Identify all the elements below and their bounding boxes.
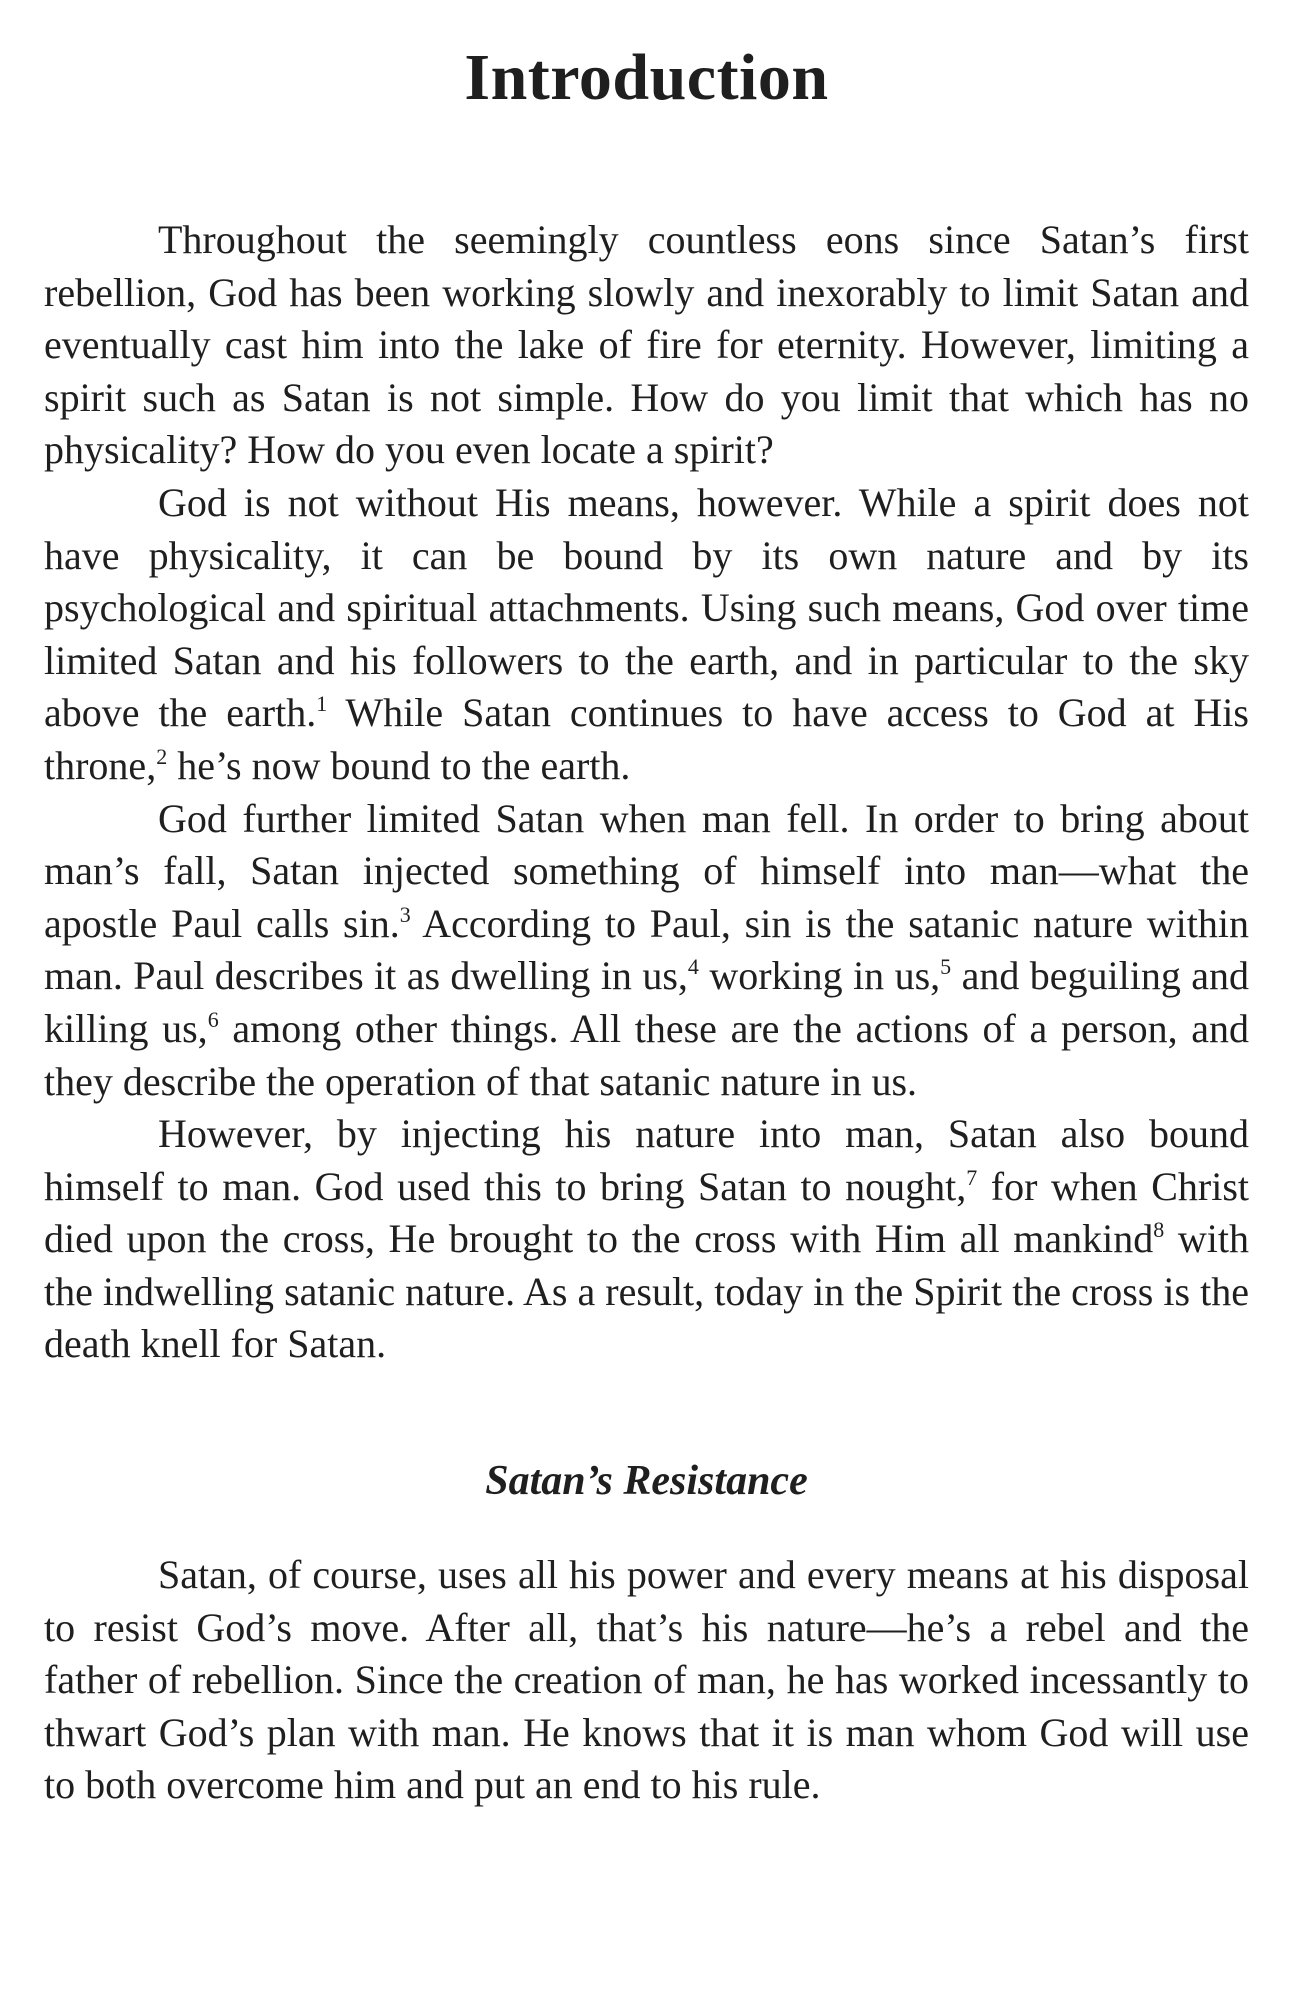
paragraph-text: However, by injecting his nature into man, Satan also bound himself to man. God used this to bring Satan to nought,	[44, 1111, 1249, 1209]
paragraph-text: According to Paul, sin is the satanic nature within man. Paul describes it as dwelling in us,	[44, 900, 1249, 999]
paragraph-text: Satan, of course, uses all his power and every means at his disposal to resist God’s move. After all, that’s his nature—he’s a rebel and the father of rebellion. Since the creation of man, he has worked incessantly to thwart God’s plan with man. He knows that it is man whom God will use to both overcome him and put an end to his rule.	[44, 1552, 1249, 1808]
footnote-ref: 8	[1153, 1217, 1165, 1243]
paragraph-text: While Satan continues to have access to God at His throne,	[44, 690, 1249, 788]
paragraph	[44, 214, 1249, 477]
paragraph	[44, 477, 1249, 793]
section-body	[44, 1549, 1249, 1812]
paragraph-text: with the indwelling satanic nature. As a result, today in the Spirit the cross is the death knell for Satan.	[44, 1216, 1250, 1367]
paragraph-text: Throughout the seemingly countless eons since Satan’s first rebellion, God has been working slowly and inexorably to limit Satan and eventually cast him into the lake of fire for eternity. However, limiting a spirit such as Satan is not simple. How do you limit that which has no physicality? How do you even locate a spirit?	[44, 217, 1249, 473]
footnote-ref: 2	[156, 743, 168, 769]
intro-body	[44, 214, 1249, 1371]
paragraph-text: working in us,	[698, 953, 941, 999]
paragraph-text: and beguiling and killing us,	[44, 953, 1250, 1051]
paragraph-text: he’s now bound to the earth.	[167, 742, 631, 788]
page-title: Introduction	[464, 41, 829, 114]
footnote-ref: 4	[687, 954, 699, 980]
paragraph	[44, 1549, 1249, 1812]
paragraph-text: for when Christ died upon the cross, He brought to the cross with Him all mankind	[44, 1163, 1249, 1262]
paragraph-text: among other things. All these are the actions of a person, and they describe the operation of that satanic nature in us.	[44, 1005, 1249, 1104]
paragraph-text: God further limited Satan when man fell. In order to bring about man’s fall, Satan injected something of himself into man—what the apostle Paul calls sin.	[44, 795, 1249, 946]
footnote-ref: 3	[399, 901, 411, 927]
section-heading: Satan’s Resistance	[485, 1458, 808, 1505]
footnote-ref: 1	[316, 691, 328, 717]
paragraph	[44, 1108, 1249, 1371]
footnote-ref: 5	[940, 954, 952, 980]
footnote-ref: 7	[966, 1164, 978, 1190]
document-page	[44, 0, 1249, 1812]
paragraph-text: God is not without His means, however. While a spirit does not have physicality, it can be bound by its own nature and by its psychological and spiritual attachments. Using such means, God over time limited Satan and his followers to the earth, and in particular to the sky above the earth.	[44, 479, 1249, 736]
paragraph	[44, 793, 1249, 1109]
footnote-ref: 6	[207, 1006, 219, 1032]
